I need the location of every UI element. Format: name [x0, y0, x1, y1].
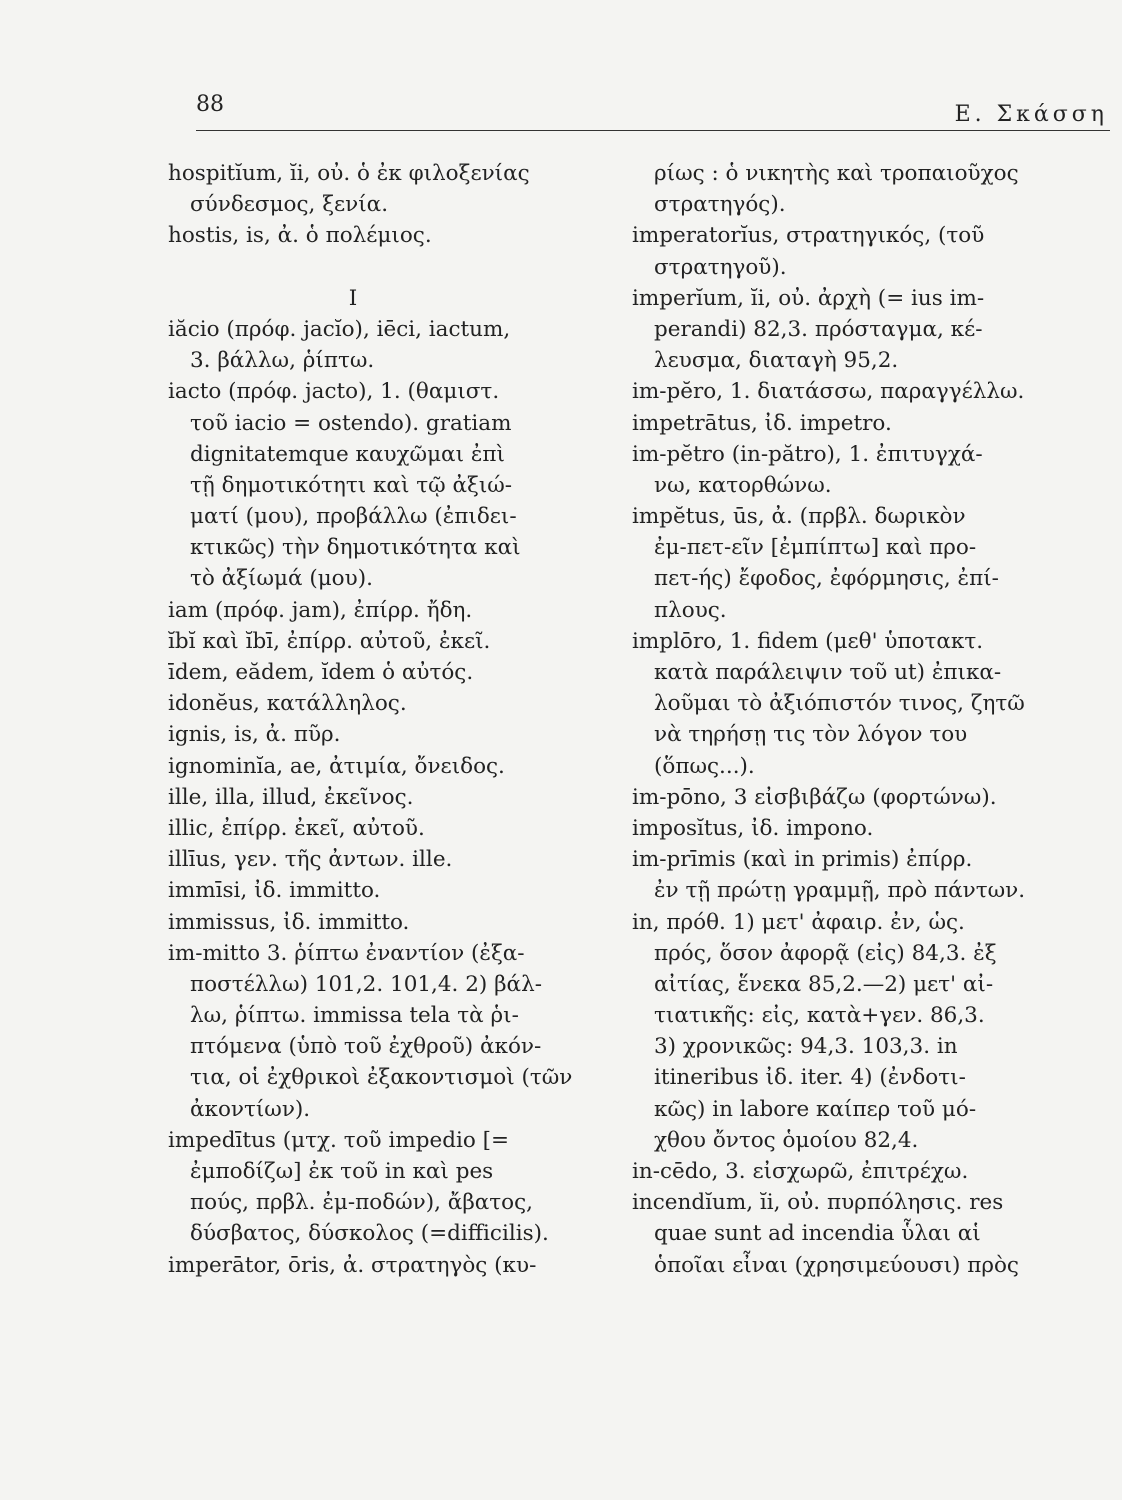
- dictionary-line: imperātor, ōris, ἀ. στρατηγὸς (κυ-: [168, 1252, 537, 1278]
- dictionary-line: dignitatemque καυχῶμαι ἐπὶ: [190, 441, 505, 467]
- dictionary-line: ἀκοντίων).: [190, 1096, 311, 1122]
- dictionary-line: īdem, eădem, ĭdem ὁ αὐτός.: [168, 660, 474, 685]
- dictionary-line: κῶς) in labore καίπερ τοῦ μό-: [654, 1096, 977, 1122]
- dictionary-line: imperatorĭus, στρατηγικός, (τοῦ: [632, 223, 985, 249]
- dictionary-line: iam (πρόφ. jam), ἐπίρρ. ἤδη.: [168, 597, 473, 623]
- dictionary-line: πτόμενα (ὑπὸ τοῦ ἐχθροῦ) ἀκόν-: [190, 1034, 542, 1060]
- dictionary-line: πλους.: [654, 597, 727, 623]
- header-rule: [196, 130, 1110, 131]
- dictionary-line: ἐμ-πετ-εῖν [ἐμπίπτω] καὶ προ-: [654, 535, 977, 561]
- dictionary-line: idonĕus, κατάλληλος.: [168, 691, 407, 717]
- dictionary-line: im-mitto 3. ῥίπτω ἐναντίον (ἐξα-: [168, 940, 525, 966]
- dictionary-line: incendĭum, ĭi, οὐ. πυρπόλησις. res: [632, 1190, 1004, 1216]
- dictionary-line: in-cēdo, 3. εἰσχωρῶ, ἐπιτρέχω.: [632, 1159, 969, 1184]
- dictionary-line: in, πρόθ. 1) μετ' ἀφαιρ. ἐν, ὡς.: [632, 909, 965, 935]
- dictionary-line: itineribus ἰδ. iter. 4) (ἐνδοτι-: [654, 1065, 966, 1091]
- dictionary-line: (ὅπως...).: [654, 753, 755, 779]
- dictionary-line: πρός, ὅσον ἀφορᾷ (εἰς) 84,3. ἐξ: [654, 940, 997, 966]
- dictionary-line: impĕtus, ūs, ἀ. (πρβλ. δωρικὸν: [632, 504, 966, 530]
- dictionary-line: ἐν τῇ πρώτῃ γραμμῇ, πρὸ πάντων.: [654, 878, 1026, 904]
- dictionary-line: ποστέλλω) 101,2. 101,4. 2) βάλ-: [190, 971, 542, 997]
- dictionary-line: im-pĕro, 1. διατάσσω, παραγγέλλω.: [632, 379, 1025, 405]
- dictionary-line: implōro, 1. fidem (μεθ' ὑποτακτ.: [632, 628, 984, 654]
- dictionary-line: τὸ ἀξίωμά (μου).: [190, 566, 373, 592]
- dictionary-line: iacto (πρόφ. jacto), 1. (θαμιστ.: [168, 379, 500, 405]
- dictionary-line: στρατηγός).: [654, 192, 786, 218]
- dictionary-line: im-pĕtro (in-pătro), 1. ἐπιτυγχά-: [632, 441, 983, 467]
- dictionary-line: impedītus (μτχ. τοῦ impedio [=: [168, 1127, 510, 1153]
- dictionary-line: σύνδεσμος, ξενία.: [190, 192, 389, 218]
- dictionary-line: quae sunt ad incendia ὗλαι αἱ: [654, 1221, 981, 1247]
- dictionary-line: illic, ἐπίρρ. ἐκεῖ, αὐτοῦ.: [168, 815, 425, 841]
- section-letter: I: [348, 285, 358, 311]
- dictionary-line: im-prīmis (καὶ in primis) ἐπίρρ.: [632, 847, 973, 873]
- dictionary-line: λοῦμαι τὸ ἀξιόπιστόν τινος, ζητῶ: [654, 691, 1025, 717]
- dictionary-line: ĭbĭ καὶ ĭbī, ἐπίρρ. αὐτοῦ, ἐκεῖ.: [168, 628, 491, 654]
- dictionary-line: imposĭtus, ἰδ. impono.: [632, 815, 874, 841]
- dictionary-line: νω, κατορθώνω.: [654, 472, 832, 498]
- dictionary-line: τοῦ iacio = ostendo). gratiam: [190, 410, 512, 436]
- dictionary-line: impetrātus, ἰδ. impetro.: [632, 410, 892, 436]
- dictionary-line: στρατηγοῦ).: [654, 254, 787, 280]
- dictionary-line: illīus, γεν. τῆς ἀντων. ille.: [168, 847, 453, 873]
- dictionary-line: imperĭum, ĭi, οὐ. ἀρχὴ (= ius im-: [632, 285, 985, 311]
- dictionary-line: αἰτίας, ἕνεκα 85,2.—2) μετ' αἰ-: [654, 971, 994, 997]
- dictionary-line: hostis, is, ἀ. ὁ πολέμιος.: [168, 223, 432, 249]
- dictionary-line: τια, οἱ ἐχθρικοὶ ἐξακοντισμοὶ (τῶν: [190, 1065, 573, 1091]
- dictionary-line: λευσμα, διαταγὴ 95,2.: [654, 348, 899, 374]
- dictionary-line: νὰ τηρήσῃ τις τὸν λόγον του: [654, 722, 968, 748]
- dictionary-line: δύσβατος, δύσκολος (=difficilis).: [190, 1221, 549, 1247]
- dictionary-line: ignominĭa, ae, ἀτιμία, ὄνειδος.: [168, 753, 505, 779]
- dictionary-line: ille, illa, illud, ἐκεῖνος.: [168, 784, 414, 810]
- dictionary-line: perandi) 82,3. πρόσταγμα, κέ-: [654, 316, 983, 342]
- dictionary-line: τῇ δημοτικότητι καὶ τῷ ἀξιώ-: [190, 472, 513, 498]
- dictionary-line: immissus, ἰδ. immitto.: [168, 909, 410, 935]
- right-column: [632, 158, 1108, 1281]
- dictionary-line: 3. βάλλω, ῥίπτω.: [190, 348, 375, 374]
- dictionary-line: κτικῶς) τὴν δημοτικότητα καὶ: [190, 535, 521, 561]
- dictionary-line: ignis, is, ἀ. πῦρ.: [168, 722, 341, 748]
- dictionary-line: hospitĭum, ĭi, οὐ. ὁ ἐκ φιλοξενίας: [168, 161, 530, 186]
- page-number: 88: [196, 92, 224, 117]
- dictionary-line: ὁποῖαι εἶναι (χρησιμεύουσι) πρὸς: [654, 1252, 1019, 1278]
- dictionary-line: iăcio (πρόφ. jacĭo), iēci, iactum,: [168, 316, 511, 342]
- dictionary-line: im-pōno, 3 εἰσβιβάζω (φορτώνω).: [632, 784, 997, 810]
- left-column: [168, 158, 618, 1281]
- dictionary-line: immīsi, ἰδ. immitto.: [168, 878, 381, 904]
- dictionary-line: τιατικῆς: εἰς, κατὰ+γεν. 86,3.: [654, 1003, 985, 1029]
- dictionary-line: πετ-ής) ἔφοδος, ἐφόρμησις, ἐπί-: [654, 566, 999, 592]
- running-head: Ε. Σκάσση: [954, 102, 1108, 127]
- dictionary-line: κατὰ παράλειψιν τοῦ ut) ἐπικα-: [654, 660, 1002, 685]
- dictionary-line: πούς, πρβλ. ἐμ-ποδών), ἄβατος,: [190, 1190, 533, 1216]
- dictionary-line: 3) χρονικῶς: 94,3. 103,3. in: [654, 1034, 958, 1060]
- dictionary-line: χθου ὄντος ὁμοίου 82,4.: [654, 1127, 919, 1153]
- dictionary-line: ἐμποδίζω] ἐκ τοῦ in καὶ pes: [190, 1159, 494, 1184]
- dictionary-line: [168, 252, 618, 283]
- dictionary-line: ματί (μου), προβάλλω (ἐπιδει-: [190, 504, 517, 530]
- dictionary-line: ρίως : ὁ νικητὴς καὶ τροπαιοῦχος: [654, 161, 1019, 186]
- dictionary-line: λω, ῥίπτω. immissa tela τὰ ῥι-: [190, 1003, 519, 1029]
